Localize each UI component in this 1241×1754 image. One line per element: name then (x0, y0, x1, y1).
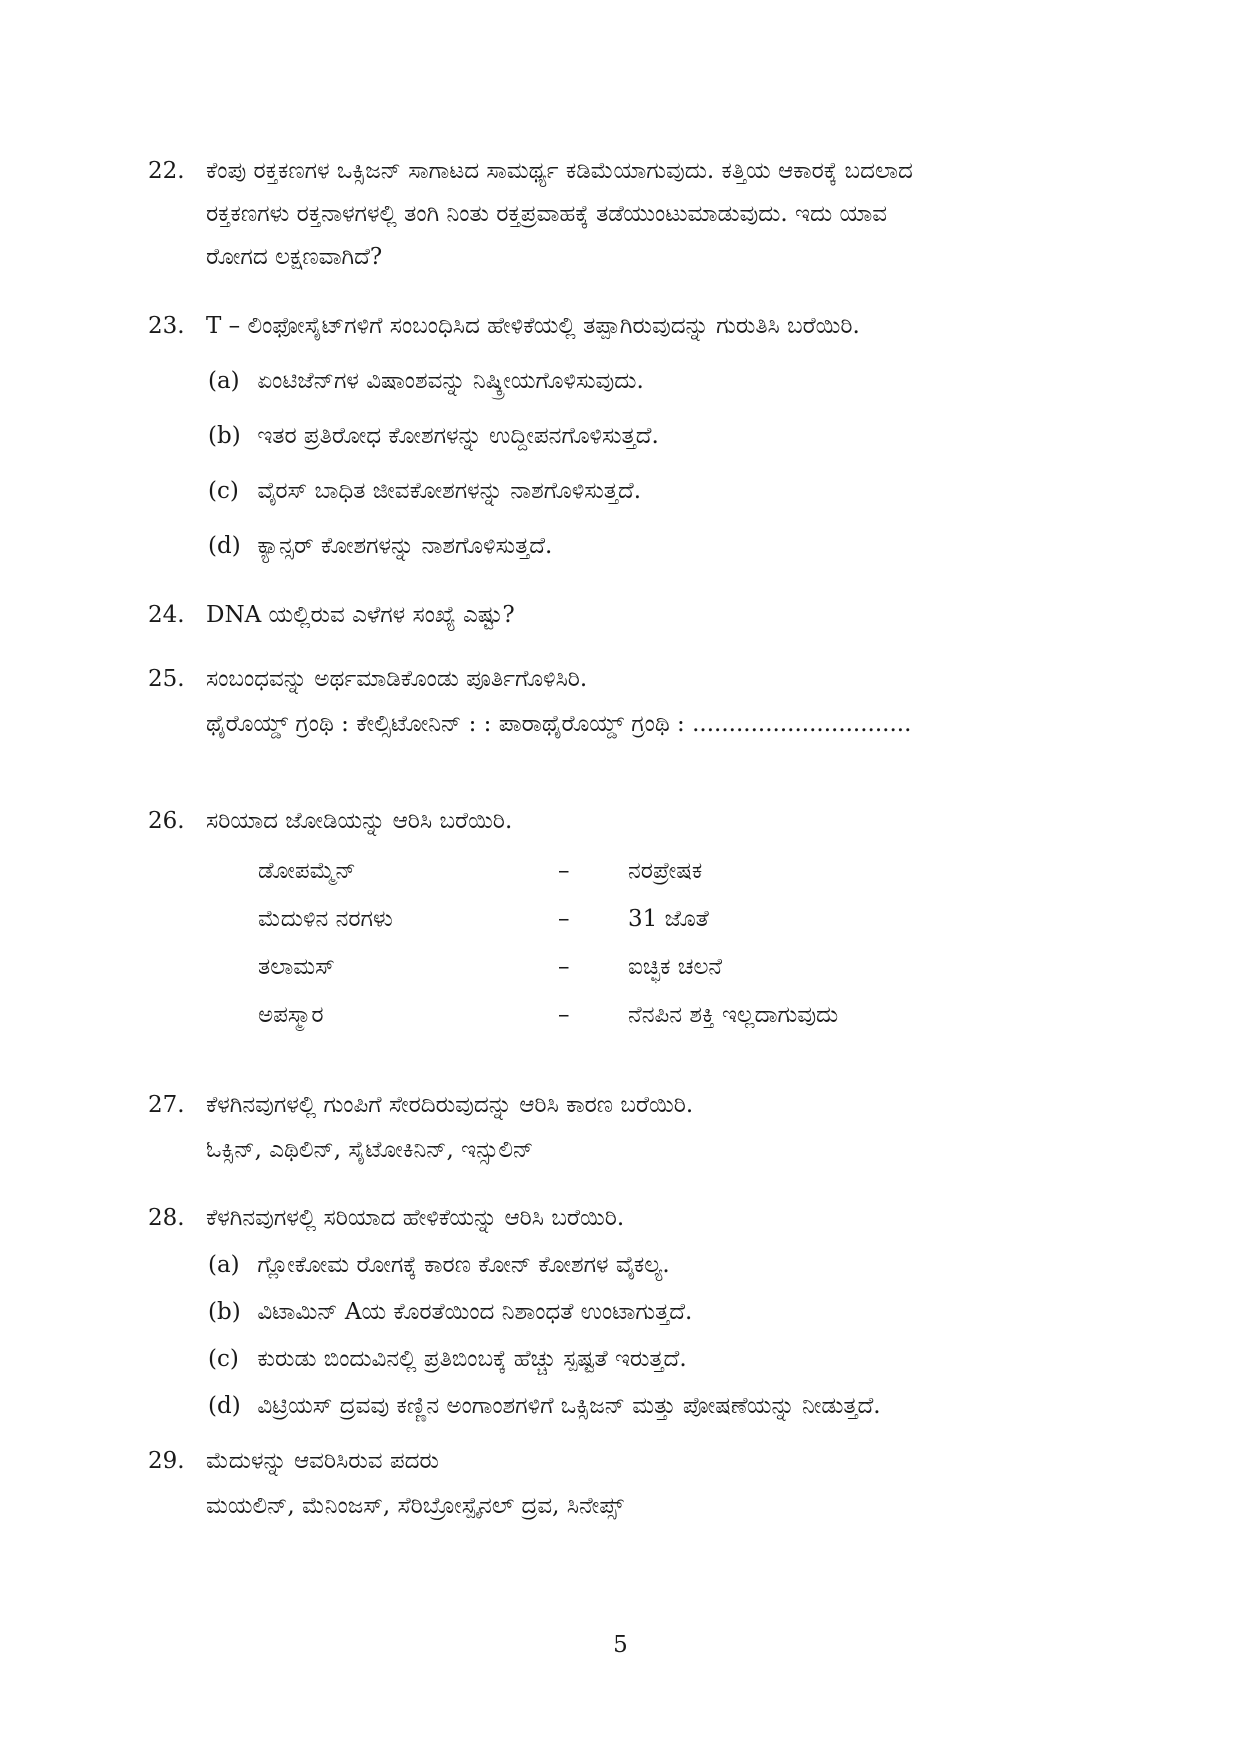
option-text: ಇತರ ಪ್ರತಿರೋಧ ಕೋಶಗಳನ್ನು ಉದ್ದೀಪನಗೊಳಿಸುತ್ತದೆ. (257, 423, 659, 449)
match-right: ಐಚ್ಛಿಕ ಚಲನೆ (628, 954, 723, 980)
option-label: (b) (208, 423, 241, 449)
options-line: ಓಕ್ಸಿನ್, ಎಥಿಲಿನ್, ಸೈಟೋಕಿನಿನ್, ಇನ್ಸುಲಿನ್ (206, 1137, 534, 1163)
question-text: T – ಲಿಂಫೋಸೈಟ್‌ಗಳಿಗೆ ಸಂಬಂಧಿಸಿದ ಹೇಳಿಕೆಯಲ್ಲಿ ತಪ್ಪಾಗಿರುವುದನ್ನು ಗುರುತಿಸಿ ಬರೆಯಿರಿ. (206, 313, 860, 339)
match-right: 31 ಜೊತೆ (628, 906, 709, 932)
option-a (208, 354, 1108, 409)
match-row (258, 895, 1108, 943)
question-number: 29. (148, 1448, 185, 1474)
question-text: ಸಂಬಂಧವನ್ನು ಅರ್ಥಮಾಡಿಕೊಂಡು ಪೂರ್ತಿಗೊಳಿಸಿರಿ. (206, 666, 588, 692)
question-24 (148, 594, 1108, 637)
option-text: ಏಂಟಿಜೆನ್‌ಗಳ ವಿಷಾಂಶವನ್ನು ನಿಷ್ಕ್ರೀಯಗೊಳಿಸುವುದು. (257, 368, 644, 394)
match-dash: – (558, 1002, 570, 1028)
option-text: ಕುರುಡು ಬಿಂದುವಿನಲ್ಲಿ ಪ್ರತಿಬಿಂಬಕ್ಕೆ ಹೆಚ್ಚು ಸ್ಪಷ್ಟತೆ ಇರುತ್ತದೆ. (257, 1346, 687, 1372)
options-line: ಮಯಲಿನ್, ಮೆನಿಂಜಸ್, ಸೆರಿಬ್ರೋಸ್ಪೈನಲ್ ದ್ರವ, ಸಿನೇಪ್ಸ್ (206, 1493, 624, 1519)
analogy-line: ಥೈರೊಯ್ಡ್ ಗ್ರಂಥಿ : ಕೇಲ್ಸಿಟೋನಿನ್ : : ಪಾರಾಥೈರೊಯ್ಡ್ ಗ್ರಂಥಿ : .............................. (206, 711, 912, 737)
question-text: ಕೆಳಗಿನವುಗಳಲ್ಲಿ ಗುಂಪಿಗೆ ಸೇರದಿರುವುದನ್ನು ಆರಿಸಿ ಕಾರಣ ಬರೆಯಿರಿ. (206, 1092, 694, 1118)
question-28 (148, 1197, 1108, 1430)
question-number: 22. (148, 158, 185, 184)
question-text-line: ಕೆಂಪು ರಕ್ತಕಣಗಳ ಒಕ್ಸಿಜನ್ ಸಾಗಾಟದ ಸಾಮರ್ಥ್ಯ ಕಡಿಮೆಯಾಗುವುದು. ಕತ್ತಿಯ ಆಕಾರಕ್ಕೆ ಬದಲಾದ (206, 158, 913, 184)
question-text-line: ರಕ್ತಕಣಗಳು ರಕ್ತನಾಳಗಳಲ್ಲಿ ತಂಗಿ ನಿಂತು ರಕ್ತಪ್ರವಾಹಕ್ಕೆ ತಡೆಯುಂಟುಮಾಡುವುದು. ಇದು ಯಾವ (206, 201, 888, 227)
option-a (208, 1242, 1108, 1289)
match-dash: – (558, 858, 570, 884)
page-number: 5 (613, 1632, 628, 1658)
match-dash: – (558, 906, 570, 932)
match-table (258, 847, 1108, 1039)
match-left: ತಲಾಮಸ್ (258, 954, 335, 980)
option-text: ಗ್ಲೋಕೋಮ ರೋಗಕ್ಕೆ ಕಾರಣ ಕೋನ್ ಕೋಶಗಳ ವೈಕಲ್ಯ. (257, 1252, 670, 1278)
question-number: 27. (148, 1092, 185, 1118)
option-label: (c) (208, 478, 239, 504)
option-text: ವಿಟಾಮಿನ್ Aಯ ಕೊರತೆಯಿಂದ ನಿಶಾಂಧತೆ ಉಂಟಾಗುತ್ತದೆ. (257, 1299, 693, 1325)
option-text: ಕ್ಯಾನ್ಸರ್ ಕೋಶಗಳನ್ನು ನಾಶಗೊಳಿಸುತ್ತದೆ. (257, 533, 553, 559)
match-left: ಮೆದುಳಿನ ನರಗಳು (258, 906, 393, 932)
option-label: (d) (208, 1393, 241, 1419)
question-text: ಮೆದುಳನ್ನು ಆವರಿಸಿರುವ ಪದರು (206, 1448, 439, 1474)
option-label: (b) (208, 1299, 241, 1325)
question-number: 26. (148, 808, 185, 834)
option-label: (a) (208, 368, 240, 394)
match-left: ಅಪಸ್ಮಾರ (258, 1002, 324, 1028)
option-c (208, 1336, 1108, 1383)
question-number: 28. (148, 1205, 185, 1231)
question-22 (148, 150, 1108, 279)
option-c (208, 464, 1108, 519)
match-left: ಡೋಪಮ್ಮೆನ್ (258, 858, 356, 884)
question-26 (148, 800, 1108, 1039)
question-text: ಸರಿಯಾದ ಜೋಡಿಯನ್ನು ಆರಿಸಿ ಬರೆಯಿರಿ. (206, 808, 513, 834)
match-row (258, 847, 1108, 895)
match-dash: – (558, 954, 570, 980)
option-label: (a) (208, 1252, 240, 1278)
question-29 (148, 1440, 1108, 1530)
question-text: ಕೆಳಗಿನವುಗಳಲ್ಲಿ ಸರಿಯಾದ ಹೇಳಿಕೆಯನ್ನು ಆರಿಸಿ ಬರೆಯಿರಿ. (206, 1205, 625, 1231)
option-label: (c) (208, 1346, 239, 1372)
question-25 (148, 658, 1108, 748)
question-27 (148, 1084, 1108, 1174)
question-number: 24. (148, 602, 185, 628)
option-b (208, 1289, 1108, 1336)
option-label: (d) (208, 533, 241, 559)
option-b (208, 409, 1108, 464)
match-right: ನೆನಪಿನ ಶಕ್ತಿ ಇಲ್ಲದಾಗುವುದು (628, 1002, 839, 1028)
option-text: ವಿಟ್ರಿಯಸ್ ದ್ರವವು ಕಣ್ಣಿನ ಅಂಗಾಂಶಗಳಿಗೆ ಒಕ್ಸಿಜನ್ ಮತ್ತು ಪೋಷಣೆಯನ್ನು ನೀಡುತ್ತದೆ. (257, 1393, 881, 1419)
match-row (258, 943, 1108, 991)
question-text: DNA ಯಲ್ಲಿರುವ ಎಳೆಗಳ ಸಂಖ್ಯೆ ಎಷ್ಟು? (206, 602, 515, 628)
question-text-line: ರೋಗದ ಲಕ್ಷಣವಾಗಿದೆ? (206, 244, 383, 270)
question-number: 23. (148, 313, 185, 339)
match-row (258, 991, 1108, 1039)
option-d (208, 1383, 1108, 1430)
option-text: ವೈರಸ್ ಬಾಧಿತ ಜೀವಕೋಶಗಳನ್ನು ನಾಶಗೊಳಿಸುತ್ತದೆ. (257, 478, 642, 504)
match-right: ನರಪ್ರೇಷಕ (628, 858, 703, 884)
question-number: 25. (148, 666, 185, 692)
question-23 (148, 305, 1108, 574)
option-d (208, 519, 1108, 574)
